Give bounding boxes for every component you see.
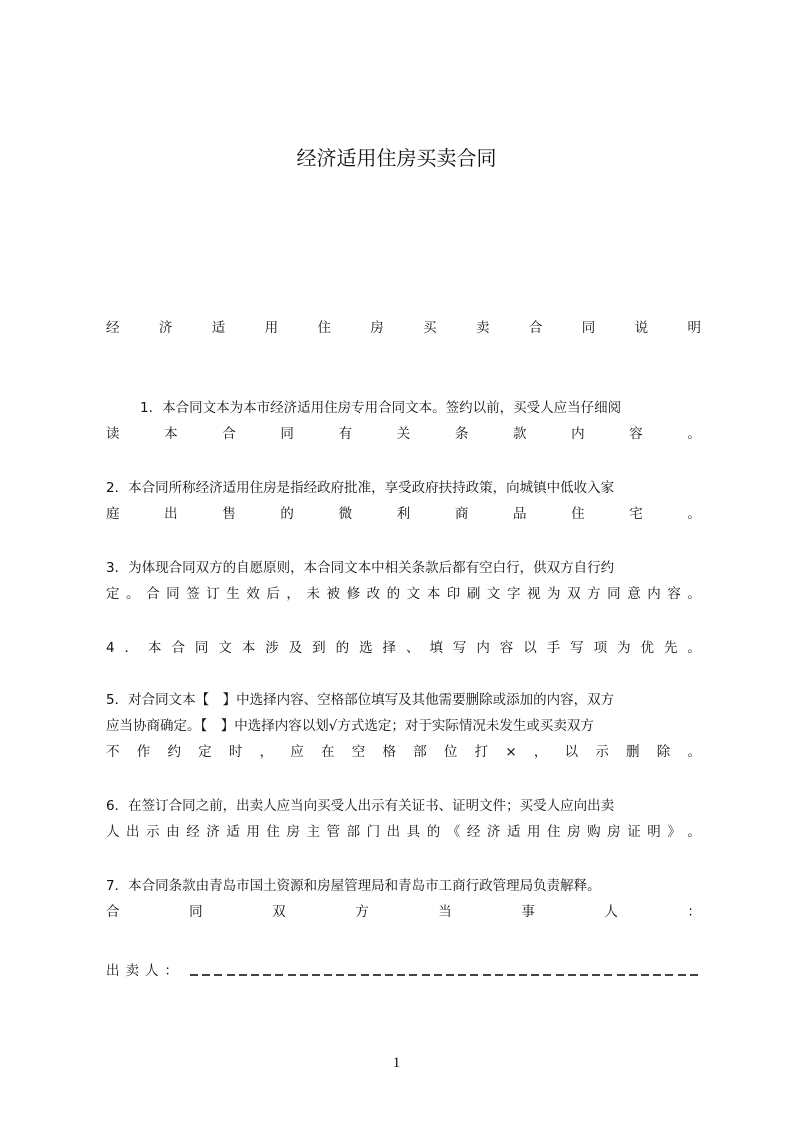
paragraph-5-line-3 <box>106 742 701 762</box>
blank-dash <box>361 974 369 976</box>
spaced-char: 定 <box>106 586 120 602</box>
spaced-char: 。 <box>687 586 701 602</box>
blank-dash <box>641 974 649 976</box>
spaced-char: 先 <box>663 640 678 656</box>
spaced-char: 内 <box>647 586 661 602</box>
spaced-char: 主 <box>306 824 320 840</box>
spaced-char: 适 <box>211 320 226 336</box>
spaced-char: 写 <box>570 640 584 656</box>
blank-dash <box>227 974 235 976</box>
spaced-char: 容 <box>667 586 681 602</box>
spaced-char: 视 <box>526 586 541 602</box>
spaced-char: 为 <box>547 586 561 602</box>
blank-dash <box>324 974 332 976</box>
spaced-char: 事 <box>521 904 535 920</box>
spaced-char: 涉 <box>265 640 279 656</box>
blank-dash <box>592 974 600 976</box>
blank-dash <box>446 974 454 976</box>
spaced-char: 同 <box>166 586 180 602</box>
spaced-char: 住 <box>317 320 331 336</box>
spaced-char: 济 <box>486 824 501 840</box>
spaced-char: 合 <box>528 320 543 336</box>
spaced-char: 同 <box>280 426 294 442</box>
paragraph-5-line-1: 5．对合同文本【 】中选择内容、空格部位填写及其他需要删除或添加的内容，双方 <box>106 692 615 708</box>
spaced-char: 到 <box>312 640 326 656</box>
spaced-char: 合 <box>146 586 160 602</box>
spaced-char: 当 <box>438 904 452 920</box>
spaced-char: 管 <box>326 824 341 840</box>
spaced-char: 本 <box>241 640 256 656</box>
spaced-char: 时 <box>228 744 243 760</box>
paragraph-6-line-2 <box>106 822 701 842</box>
spaced-char: 修 <box>346 586 361 602</box>
spaced-char: 关 <box>396 426 411 442</box>
paragraph-2-line-2 <box>106 504 701 524</box>
blank-dash <box>300 974 308 976</box>
spaced-char: 不 <box>106 744 120 760</box>
spaced-char: 住 <box>266 824 280 840</box>
spaced-char: 。 <box>687 426 701 442</box>
spaced-char: 读 <box>106 426 120 442</box>
parties-heading <box>106 902 701 922</box>
blank-dash <box>385 974 393 976</box>
paragraph-6-line-1: 6．在签订合同之前，出卖人应当向买受人出示有关证书、证明文件；买受人应向出卖 <box>106 798 615 814</box>
blank-dash <box>251 974 259 976</box>
spaced-char: 方 <box>587 586 601 602</box>
subtitle-explanation <box>106 318 701 338</box>
spaced-char: 空 <box>351 744 366 760</box>
spaced-char: 选 <box>359 640 373 656</box>
seller-label: 出卖人： <box>106 963 184 979</box>
spaced-char: 适 <box>226 824 240 840</box>
spaced-char: 被 <box>326 586 341 602</box>
paragraph-4-line-1 <box>106 638 701 658</box>
spaced-char: 微 <box>338 506 353 522</box>
spaced-char: 效 <box>246 586 260 602</box>
blank-dash <box>470 974 478 976</box>
blank-dash <box>202 974 210 976</box>
spaced-char: 删 <box>626 744 640 760</box>
spaced-char: 及 <box>288 640 303 656</box>
spaced-char: 为 <box>617 640 631 656</box>
blank-dash <box>543 974 551 976</box>
blank-dash <box>507 974 515 976</box>
spaced-char: 房 <box>567 824 581 840</box>
spaced-char: 择 <box>382 640 397 656</box>
spaced-char: 济 <box>158 320 173 336</box>
spaced-char: 房 <box>370 320 384 336</box>
blank-dash <box>495 974 503 976</box>
spaced-char: 同 <box>607 586 621 602</box>
blank-dash <box>653 974 661 976</box>
blank-dash <box>239 974 247 976</box>
spaced-char: 售 <box>222 506 236 522</box>
spaced-char: 门 <box>366 824 381 840</box>
spaced-char: ， <box>286 586 300 602</box>
spaced-char: 意 <box>627 586 641 602</box>
seller-blank-field[interactable] <box>190 966 702 976</box>
spaced-char: 同 <box>581 320 596 336</box>
spaced-char: 。 <box>687 640 701 656</box>
spaced-char: 》 <box>667 824 681 840</box>
spaced-char: 的 <box>426 824 441 840</box>
spaced-char: 品 <box>512 506 527 522</box>
seller-line <box>106 961 706 981</box>
spaced-char: 的 <box>280 506 294 522</box>
blank-dash <box>519 974 527 976</box>
spaced-char: 房 <box>286 824 300 840</box>
spaced-char: 的 <box>386 586 401 602</box>
spaced-char: 款 <box>512 426 527 442</box>
blank-dash <box>214 974 222 976</box>
spaced-char: 住 <box>571 506 585 522</box>
spaced-char: 本 <box>426 586 441 602</box>
spaced-char: 格 <box>382 744 396 760</box>
blank-dash <box>336 974 344 976</box>
spaced-char: 明 <box>687 320 701 336</box>
spaced-char: 示 <box>595 744 609 760</box>
blank-dash <box>422 974 430 976</box>
spaced-char: 适 <box>506 824 521 840</box>
spaced-char: 内 <box>571 426 585 442</box>
spaced-char: ． <box>124 640 139 656</box>
spaced-char: 双 <box>272 904 286 920</box>
spaced-char: 同 <box>194 640 209 656</box>
paragraph-3-line-2 <box>106 584 701 604</box>
spaced-char: 说 <box>634 320 649 336</box>
blank-dash <box>275 974 283 976</box>
spaced-char: 手 <box>546 640 561 656</box>
spaced-char: 写 <box>452 640 467 656</box>
spaced-char: 济 <box>206 824 220 840</box>
blank-dash <box>690 974 698 976</box>
spaced-char: ， <box>533 744 548 760</box>
spaced-char: 出 <box>386 824 401 840</box>
spaced-char: 作 <box>136 744 151 760</box>
spaced-char: 商 <box>454 506 469 522</box>
spaced-char: 本 <box>164 426 178 442</box>
spaced-char: 约 <box>167 744 181 760</box>
paragraph-3-line-1: 3．为体现合同双方的自愿原则，本合同文本中相关条款后都有空白行，供双方自行约 <box>106 560 615 576</box>
spaced-char: 文 <box>486 586 501 602</box>
blank-dash <box>665 974 673 976</box>
blank-dash <box>580 974 588 976</box>
spaced-char: 条 <box>454 426 469 442</box>
blank-dash <box>458 974 466 976</box>
spaced-char: 文 <box>406 586 421 602</box>
spaced-char: 示 <box>146 824 160 840</box>
spaced-char: 本 <box>148 640 162 656</box>
page-number: 1 <box>392 1055 401 1071</box>
spaced-char: 在 <box>321 744 335 760</box>
spaced-char: 宅 <box>629 506 643 522</box>
blank-dash <box>531 974 539 976</box>
document-title: 经济适用住房买卖合同 <box>296 146 497 170</box>
spaced-char: 以 <box>564 744 579 760</box>
spaced-char: 以 <box>523 640 537 656</box>
spaced-char: 具 <box>406 824 421 840</box>
spaced-char: 人 <box>106 824 120 840</box>
blank-dash <box>263 974 271 976</box>
spaced-char: 的 <box>335 640 350 656</box>
spaced-char: 定 <box>198 744 212 760</box>
spaced-char: 人 <box>604 904 618 920</box>
spaced-char: 、 <box>405 640 420 656</box>
spaced-char: 用 <box>264 320 279 336</box>
paragraph-1-line-1: 1．本合同文本为本市经济适用住房专用合同文本。签约以前，买受人应当仔细阅 <box>140 400 622 416</box>
spaced-char: 4 <box>106 640 115 656</box>
blank-dash <box>409 974 417 976</box>
blank-dash <box>288 974 296 976</box>
spaced-char: 。 <box>687 506 701 522</box>
blank-dash <box>348 974 356 976</box>
paragraph-7-line-1: 7．本合同条款由青岛市国土资源和房屋管理局和青岛市工商行政管理局负责解释。 <box>106 878 601 894</box>
spaced-char: ， <box>259 744 274 760</box>
spaced-char: 字 <box>506 586 521 602</box>
spaced-char: 部 <box>413 744 427 760</box>
spaced-char: 。 <box>687 824 701 840</box>
spaced-char: 改 <box>366 586 381 602</box>
blank-dash <box>617 974 625 976</box>
blank-dash <box>312 974 320 976</box>
spaced-char: 。 <box>126 586 140 602</box>
spaced-char: 由 <box>166 824 180 840</box>
spaced-char: 房 <box>607 824 621 840</box>
spaced-char: 未 <box>306 586 320 602</box>
blank-dash <box>556 974 564 976</box>
spaced-char: 出 <box>164 506 178 522</box>
spaced-char: 合 <box>222 426 236 442</box>
spaced-char: 打 <box>474 744 489 760</box>
spaced-char: 住 <box>547 824 561 840</box>
spaced-char: 除 <box>656 744 671 760</box>
spaced-char: 用 <box>526 824 541 840</box>
spaced-char: 出 <box>126 824 140 840</box>
spaced-char: 订 <box>206 586 220 602</box>
spaced-char: 庭 <box>106 506 120 522</box>
paragraph-5-line-2: 应当协商确定。【 】中选择内容以划√方式选定；对于实际情况未发生或买卖双方 <box>106 718 594 734</box>
spaced-char: 利 <box>396 506 411 522</box>
spaced-char: 部 <box>346 824 361 840</box>
spaced-char: ： <box>687 904 701 920</box>
spaced-char: 用 <box>246 824 260 840</box>
spaced-char: 刷 <box>466 586 481 602</box>
spaced-char: 容 <box>499 640 514 656</box>
blank-dash <box>678 974 686 976</box>
spaced-char: 同 <box>189 904 203 920</box>
spaced-char: 应 <box>290 744 304 760</box>
blank-dash <box>373 974 381 976</box>
blank-dash <box>483 974 491 976</box>
spaced-char: 明 <box>647 824 661 840</box>
spaced-char: 合 <box>106 904 120 920</box>
spaced-char: 生 <box>226 586 240 602</box>
spaced-char: 项 <box>593 640 608 656</box>
blank-dash <box>397 974 405 976</box>
blank-dash <box>190 974 198 976</box>
spaced-char: × <box>505 744 517 760</box>
spaced-char: 《 <box>446 824 461 840</box>
spaced-char: 经 <box>106 320 120 336</box>
spaced-char: 卖 <box>476 320 490 336</box>
spaced-char: 方 <box>355 904 369 920</box>
spaced-char: 后 <box>266 586 280 602</box>
spaced-char: 容 <box>629 426 643 442</box>
spaced-char: 双 <box>567 586 581 602</box>
spaced-char: 买 <box>423 320 437 336</box>
spaced-char: 优 <box>640 640 655 656</box>
blank-dash <box>604 974 612 976</box>
spaced-char: 合 <box>171 640 185 656</box>
paragraph-2-line-1: 2．本合同所称经济适用住房是指经政府批准，享受政府扶持政策，向城镇中低收入家 <box>106 480 615 496</box>
paragraph-1-line-2 <box>106 424 701 444</box>
spaced-char: 文 <box>218 640 232 656</box>
spaced-char: 证 <box>627 824 641 840</box>
spaced-char: 签 <box>186 586 200 602</box>
blank-dash <box>629 974 637 976</box>
spaced-char: 填 <box>429 640 443 656</box>
spaced-char: 。 <box>687 744 701 760</box>
spaced-char: 位 <box>443 744 458 760</box>
spaced-char: 内 <box>476 640 490 656</box>
blank-dash <box>434 974 442 976</box>
spaced-char: 经 <box>466 824 481 840</box>
spaced-char: 印 <box>446 586 461 602</box>
spaced-char: 经 <box>186 824 200 840</box>
blank-dash <box>568 974 576 976</box>
spaced-char: 有 <box>338 426 353 442</box>
spaced-char: 购 <box>587 824 601 840</box>
